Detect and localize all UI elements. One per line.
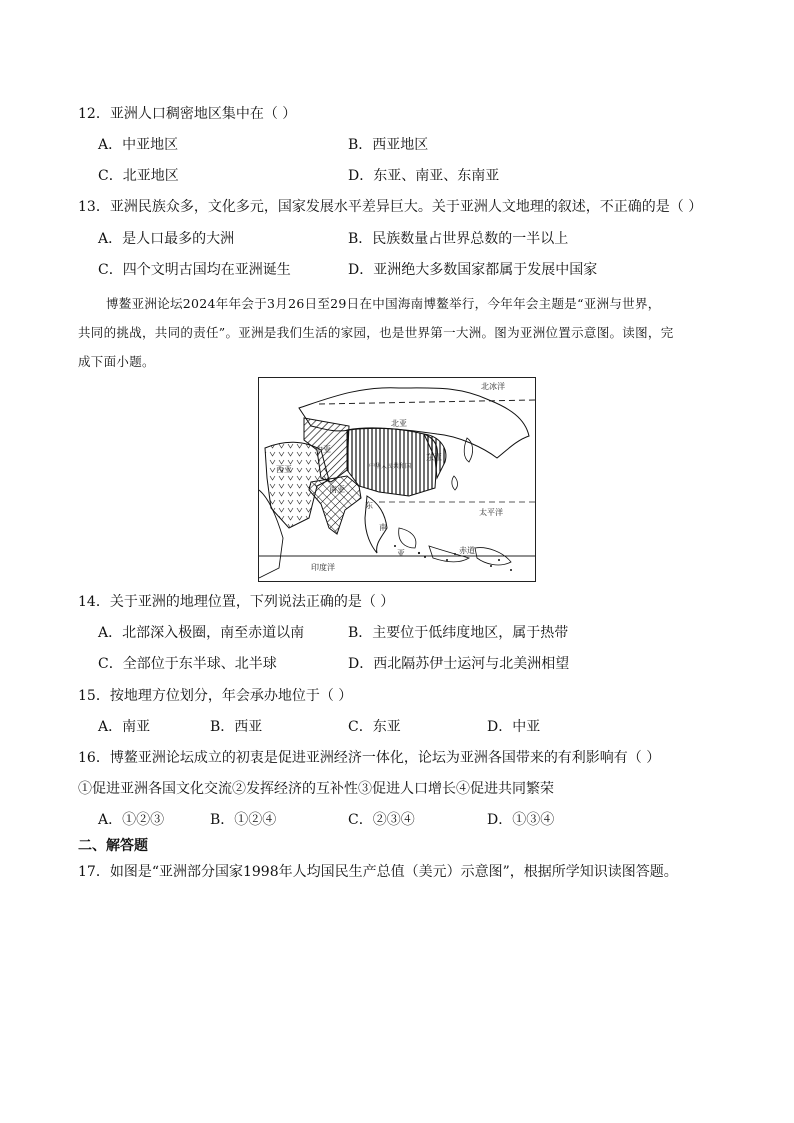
passage-line-2: 共同的挑战，共同的责任”。亚洲是我们生活的家园，也是世界第一大洲。图为亚洲位置示意图。读图，完 bbox=[78, 325, 674, 340]
reading-passage bbox=[78, 289, 726, 376]
question-17-stem: 17．如图是“亚洲部分国家1998年人均国民生产总值（美元）示意图”，根据所学知识读图答题。 bbox=[78, 864, 678, 880]
passage-line-3: 成下面小题。 bbox=[78, 354, 155, 369]
question-12-option-b[interactable]: B．西亚地区 bbox=[348, 137, 429, 153]
question-16-stem: 16．博鳌亚洲论坛成立的初衷是促进亚洲经济一体化，论坛为亚洲各国带来的有利影响有（ ） bbox=[78, 750, 661, 766]
question-15-option-d[interactable]: D．中亚 bbox=[487, 719, 541, 735]
question-16-option-c[interactable]: C．②③④ bbox=[348, 812, 415, 828]
map-label-southeast-3: 亚 bbox=[397, 549, 405, 558]
section-heading-answer-questions: 二、解答题 bbox=[78, 838, 148, 854]
map-label-southeast-1: 东 bbox=[365, 501, 373, 510]
asia-location-map bbox=[258, 377, 536, 582]
question-14-option-b[interactable]: B．主要位于低纬度地区，属于热带 bbox=[348, 625, 569, 641]
map-label-equator: 赤道 bbox=[459, 546, 475, 555]
map-label-southeast-2: 南 bbox=[379, 523, 387, 532]
question-13-option-d[interactable]: D．亚洲绝大多数国家都属于发展中国家 bbox=[348, 262, 598, 278]
question-14-option-d[interactable]: D．西北隔苏伊士运河与北美洲相望 bbox=[348, 656, 570, 672]
map-label-north-asia: 北亚 bbox=[391, 419, 407, 428]
question-15-option-c[interactable]: C．东亚 bbox=[348, 719, 401, 735]
question-12-stem: 12．亚洲人口稠密地区集中在（ ） bbox=[78, 106, 297, 122]
question-13-stem: 13．亚洲民族众多，文化多元，国家发展水平差异巨大。关于亚洲人文地理的叙述，不正确的是（ ） bbox=[78, 199, 703, 215]
map-label-central-asia: 中亚 bbox=[315, 445, 331, 454]
question-16-option-b[interactable]: B．①②④ bbox=[210, 812, 277, 828]
question-16-option-d[interactable]: D．①③④ bbox=[487, 812, 555, 828]
question-14-stem: 14．关于亚洲的地理位置，下列说法正确的是（ ） bbox=[78, 594, 395, 610]
map-label-east-asia: 东亚 bbox=[426, 453, 442, 462]
question-14-option-a[interactable]: A．北部深入极圈，南至赤道以南 bbox=[98, 625, 305, 641]
question-13-option-a[interactable]: A．是人口最多的大洲 bbox=[98, 231, 235, 247]
question-15-stem: 15．按地理方位划分，年会承办地位于（ ） bbox=[78, 688, 353, 704]
question-15-option-b[interactable]: B．西亚 bbox=[210, 719, 263, 735]
question-16-option-a[interactable]: A．①②③ bbox=[98, 812, 165, 828]
question-12-option-c[interactable]: C．北亚地区 bbox=[98, 168, 179, 184]
map-label-pacific: 太平洋 bbox=[479, 508, 503, 517]
map-label-west-asia: 西亚 bbox=[276, 465, 292, 474]
question-16-statements: ①促进亚洲各国文化交流②发挥经济的互补性③促进人口增长④促进共同繁荣 bbox=[78, 781, 554, 797]
question-15-option-a[interactable]: A．南亚 bbox=[98, 719, 151, 735]
map-label-arctic: 北冰洋 bbox=[481, 382, 505, 391]
question-13-option-c[interactable]: C．四个文明古国均在亚洲诞生 bbox=[98, 262, 291, 278]
map-label-china: 中华人民共和国 bbox=[369, 463, 412, 470]
map-label-south-asia: 南亚 bbox=[329, 485, 345, 494]
question-14-option-c[interactable]: C．全部位于东半球、北半球 bbox=[98, 656, 277, 672]
map-label-indian-ocean: 印度洋 bbox=[311, 563, 335, 572]
question-12-option-d[interactable]: D．东亚、南亚、东南亚 bbox=[348, 168, 500, 184]
question-13-option-b[interactable]: B．民族数量占世界总数的一半以上 bbox=[348, 231, 569, 247]
question-12-option-a[interactable]: A．中亚地区 bbox=[98, 137, 179, 153]
passage-line-1: 博鳌亚洲论坛2024年年会于3月26日至29日在中国海南博鳌举行，今年年会主题是“亚洲与世界， bbox=[106, 296, 661, 311]
